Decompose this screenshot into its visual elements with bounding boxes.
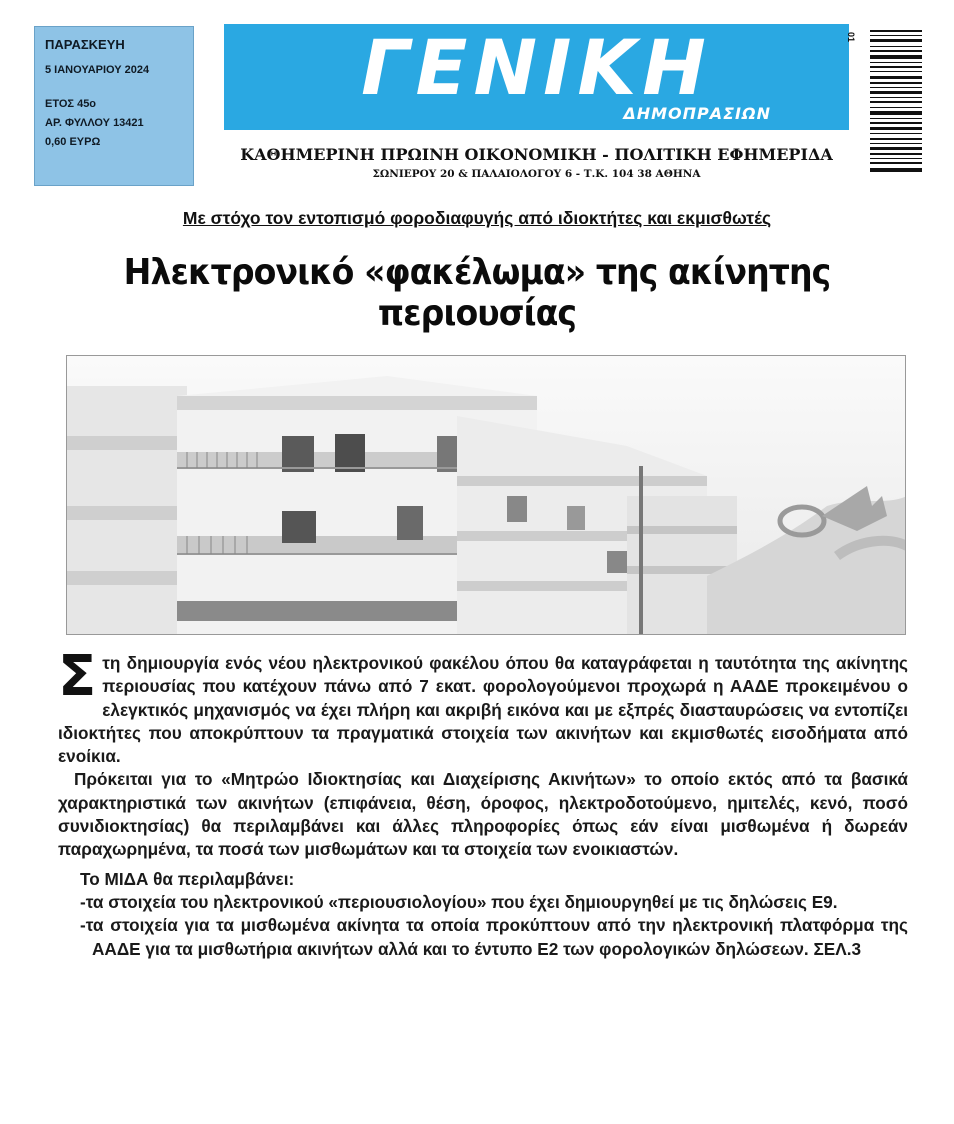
article-kicker: Με στόχο τον εντοπισμό φοροδιαφυγής από ιδιοκτήτες και εκμισθωτές — [182, 208, 772, 228]
article-paragraph-3: Το ΜΙΔΑ θα περιλαμβάνει: — [80, 868, 295, 889]
article-paragraph-2: Πρόκειται για το «Μητρώο Ιδιοκτησίας και Διαχείρισης Ακινήτων» το οποίο εκτός από τα βασικά χαρακτηριστικά των ακινήτων (επιφάνεια, θέση, όροφος, ηλεκτροδοτούμενο, ημιτελές, κενό, ποσό συνιδιοκτησίας) θα περιλαμβάνει και άλλες πληροφορίες όπως εάν είναι μισθωμένα ή δωρεάν παραχωρημένα, τα ποσά των μισθωμάτων και τα στοιχεία των ενοικιαστών. — [58, 769, 908, 860]
issue-date: 5 ΙΑΝΟΥΑΡΙΟΥ 2024 — [45, 64, 150, 76]
article-list-item: -τα στοιχεία του ηλεκτρονικού «περιουσιολογίου» που έχει δημιουργηθεί με τις δηλώσεις Ε9. — [80, 891, 838, 912]
article-paragraph-1-text: τη δημιουργία ενός νέου ηλεκτρονικού φακέλου όπου θα καταγράφεται η ταυτότητα της ακίνητης περιουσίας που κατέχουν πάνω από 7 εκατ. φορολογούμενοι προχωρά η ΑΑΔΕ προκειμένου ο ελεγκτικός μηχανισμός να έχει πλήρη και ακριβή εικόνα και με εξπρές διασταυρώσεις να εντοπίζει ιδιοκτήτες που αποκρύπτουν τα πραγματικά στοιχεία των ακινήτων και εκμισθωτές εισοδήματα από ενοίκια. — [58, 653, 908, 767]
issue-price: 0,60 ΕΥΡΩ — [45, 136, 101, 148]
issue-number: ΑΡ. ΦΥΛΛΟΥ 13421 — [45, 117, 144, 129]
article-paragraph-1 — [58, 644, 908, 768]
masthead-title: ΓΕΝΙΚΗ — [361, 23, 712, 112]
issue-day: ΠΑΡΑΣΚΕΥΗ — [45, 37, 125, 52]
masthead-tagline: ΚΑΘΗΜΕΡΙΝΗ ΠΡΩΙΝΗ ΟΙΚΟΝΟΜΙΚΗ - ΠΟΛΙΤΙΚΗ ΕΦΗΜΕΡΙΔΑ — [240, 145, 833, 164]
issue-info-box — [34, 26, 194, 186]
article-dropcap: Σ — [58, 644, 97, 709]
article-photo-buildings — [66, 355, 906, 635]
masthead-address: ΣΩΝΙΕΡΟΥ 20 & ΠΑΛΑΙΟΛΟΓΟΥ 6 - Τ.Κ. 104 38 ΑΘΗΝΑ — [372, 168, 701, 180]
article-headline: Ηλεκτρονικό «φακέλωμα» της ακίνητης περιουσίας — [123, 252, 831, 334]
article-list-item: -τα στοιχεία για τα μισθωμένα ακίνητα τα οποία προκύπτουν από την ηλεκτρονική πλατφόρμα της ΑΑΔΕ για τα μισθωτήρια ακινήτων αλλά και το έντυπο Ε2 των φορολογικών δηλώσεων. ΣΕΛ.3 — [80, 915, 908, 959]
issue-year: ΕΤΟΣ 45ο — [45, 98, 97, 110]
masthead-subtitle: ΔΗΜΟΠΡΑΣΙΩΝ — [623, 104, 771, 123]
article-body — [58, 644, 908, 961]
barcode-number: 01 — [846, 32, 856, 43]
masthead-logo — [224, 24, 849, 130]
barcode-icon — [870, 30, 922, 172]
